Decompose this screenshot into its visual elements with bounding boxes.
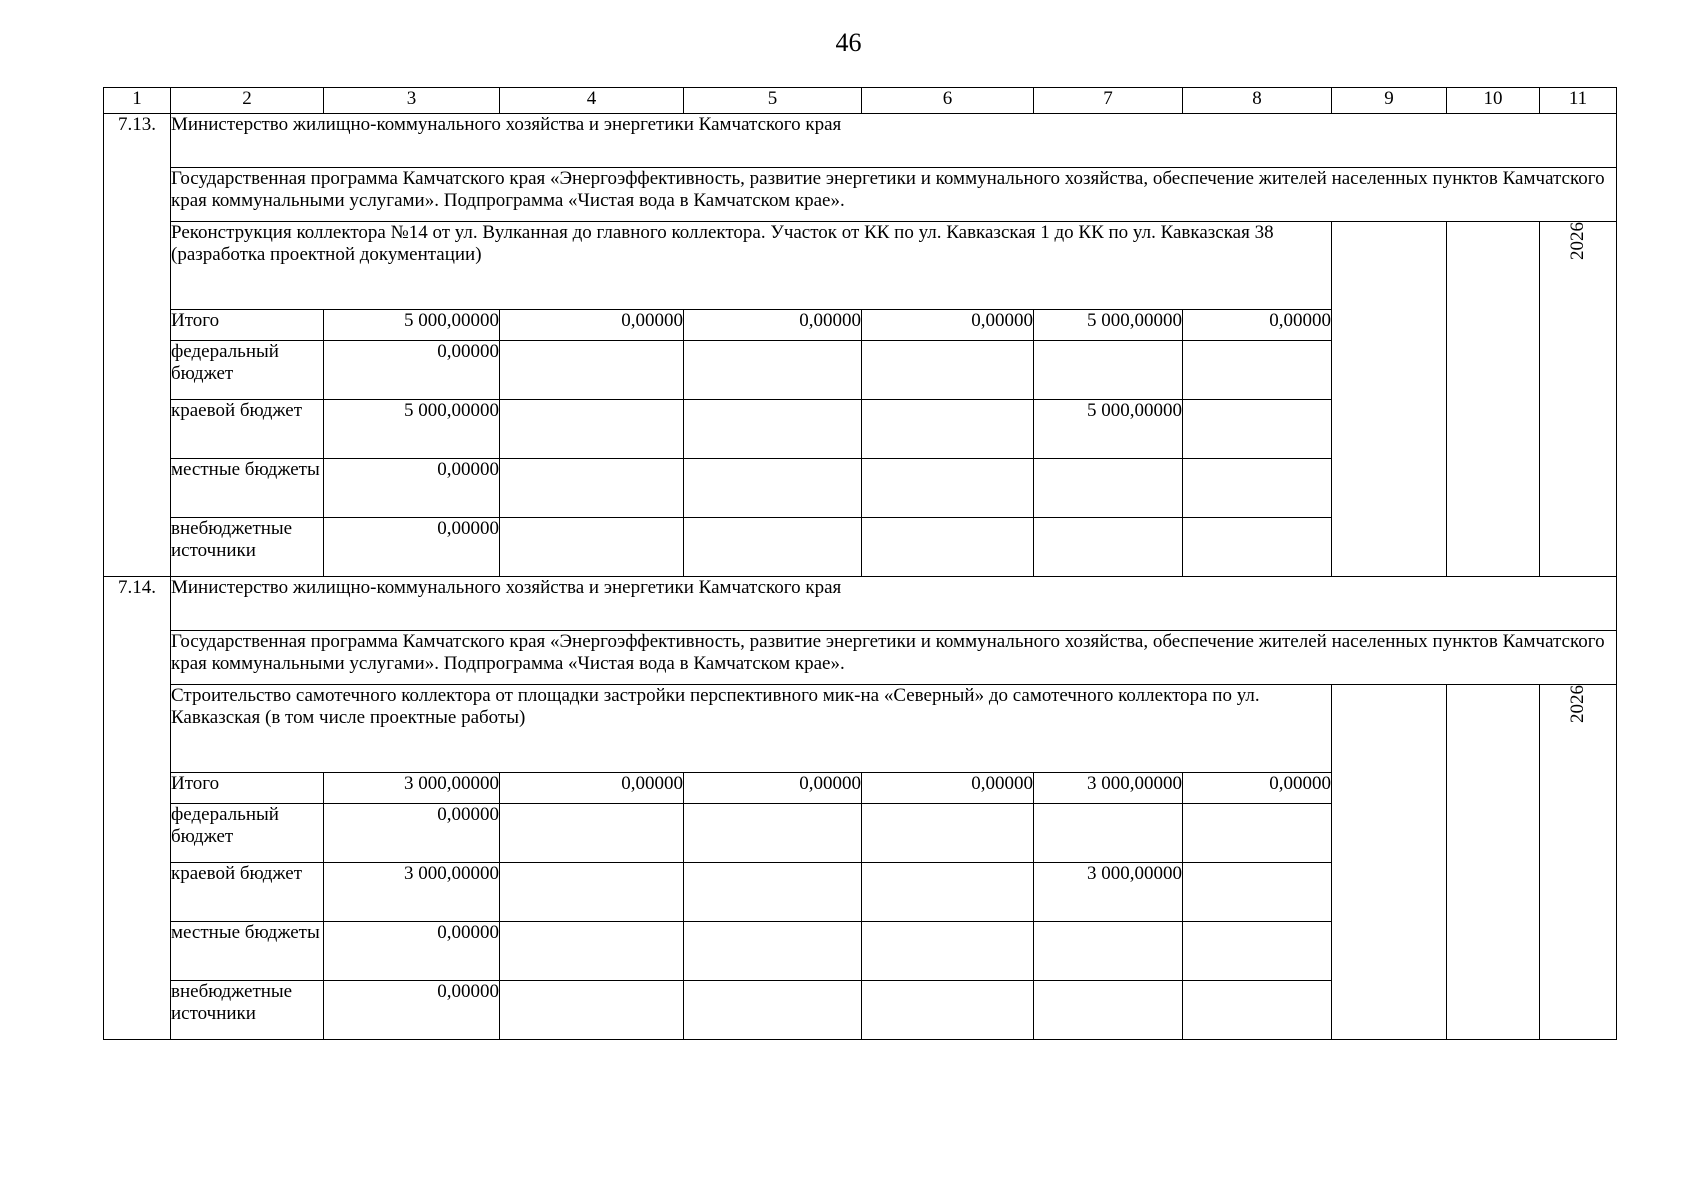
amount-cell — [1034, 518, 1183, 577]
amount-cell: 0,00000 — [324, 804, 500, 863]
row-label: краевой бюджет — [171, 400, 324, 459]
amount-cell — [500, 981, 684, 1040]
column-header: 10 — [1447, 88, 1540, 114]
project-row — [104, 685, 1617, 773]
amount-cell: 3 000,00000 — [1034, 773, 1183, 804]
amount-cell — [684, 400, 862, 459]
amount-cell — [500, 341, 684, 400]
entry-number: 7.13. — [104, 114, 171, 577]
program-name: Государственная программа Камчатского края «Энергоэффективность, развитие энергетики и коммунального хозяйства, обеспечение жителей населенных пунктов Камчатского края коммунальными услугами». Подпрограмма «Чистая вода в Камчатском крае». — [171, 168, 1617, 222]
amount-cell — [684, 804, 862, 863]
amount-cell — [862, 981, 1034, 1040]
row-label: федеральный бюджет — [171, 804, 324, 863]
column-header: 11 — [1540, 88, 1617, 114]
ministry-name: Министерство жилищно-коммунального хозяйства и энергетики Камчатского края — [171, 577, 1617, 631]
column-header: 7 — [1034, 88, 1183, 114]
amount-cell — [862, 922, 1034, 981]
amount-cell — [1034, 922, 1183, 981]
row-label: федеральный бюджет — [171, 341, 324, 400]
year-cell — [1540, 222, 1617, 577]
column-header-row — [104, 88, 1617, 114]
amount-cell — [1183, 459, 1332, 518]
amount-cell: 5 000,00000 — [1034, 310, 1183, 341]
amount-cell — [684, 922, 862, 981]
row-label: Итого — [171, 310, 324, 341]
column-header: 2 — [171, 88, 324, 114]
column-header: 8 — [1183, 88, 1332, 114]
page-number: 46 — [835, 28, 862, 57]
year-label: 2026 — [1567, 222, 1588, 260]
column-header: 1 — [104, 88, 171, 114]
amount-cell: 3 000,00000 — [1034, 863, 1183, 922]
amount-cell: 0,00000 — [862, 310, 1034, 341]
amount-cell — [1183, 400, 1332, 459]
row-label: местные бюджеты — [171, 922, 324, 981]
column-header: 9 — [1332, 88, 1447, 114]
ministry-name: Министерство жилищно-коммунального хозяйства и энергетики Камчатского края — [171, 114, 1617, 168]
row-label: внебюджетные источники — [171, 981, 324, 1040]
row-label: краевой бюджет — [171, 863, 324, 922]
amount-cell: 0,00000 — [500, 310, 684, 341]
row-label: внебюджетные источники — [171, 518, 324, 577]
budget-table — [103, 87, 1617, 1040]
amount-cell — [500, 400, 684, 459]
amount-cell — [684, 341, 862, 400]
program-row — [104, 168, 1617, 222]
entry-number: 7.14. — [104, 577, 171, 1040]
amount-cell: 3 000,00000 — [324, 773, 500, 804]
amount-cell — [1183, 518, 1332, 577]
row-label: местные бюджеты — [171, 459, 324, 518]
amount-cell — [1034, 981, 1183, 1040]
amount-cell: 3 000,00000 — [324, 863, 500, 922]
amount-cell: 0,00000 — [324, 981, 500, 1040]
amount-cell — [1183, 922, 1332, 981]
amount-cell: 0,00000 — [684, 310, 862, 341]
amount-cell — [500, 863, 684, 922]
column-header: 4 — [500, 88, 684, 114]
column-header: 3 — [324, 88, 500, 114]
amount-cell — [1183, 341, 1332, 400]
program-row — [104, 631, 1617, 685]
ministry-row — [104, 577, 1617, 631]
amount-cell — [1183, 804, 1332, 863]
row-label: Итого — [171, 773, 324, 804]
amount-cell — [1183, 981, 1332, 1040]
amount-cell — [500, 518, 684, 577]
amount-cell — [684, 863, 862, 922]
amount-cell: 5 000,00000 — [324, 400, 500, 459]
project-name: Строительство самотечного коллектора от площадки застройки перспективного мик-на «Северный» до самотечного коллектора по ул. Кавказская (в том числе проектные работы) — [171, 685, 1332, 773]
amount-cell — [500, 459, 684, 518]
column-header: 6 — [862, 88, 1034, 114]
ministry-row — [104, 114, 1617, 168]
amount-cell: 0,00000 — [324, 922, 500, 981]
amount-cell: 0,00000 — [1183, 773, 1332, 804]
amount-cell — [862, 804, 1034, 863]
amount-cell — [500, 804, 684, 863]
amount-cell — [862, 341, 1034, 400]
amount-cell — [862, 863, 1034, 922]
amount-cell: 5 000,00000 — [324, 310, 500, 341]
column-9-cell — [1332, 222, 1447, 577]
amount-cell — [1034, 804, 1183, 863]
amount-cell: 0,00000 — [324, 518, 500, 577]
column-9-cell — [1332, 685, 1447, 1040]
amount-cell — [1183, 863, 1332, 922]
year-cell — [1540, 685, 1617, 1040]
program-name: Государственная программа Камчатского края «Энергоэффективность, развитие энергетики и коммунального хозяйства, обеспечение жителей населенных пунктов Камчатского края коммунальными услугами». Подпрограмма «Чистая вода в Камчатском крае». — [171, 631, 1617, 685]
column-10-cell — [1447, 685, 1540, 1040]
amount-cell — [862, 518, 1034, 577]
amount-cell: 0,00000 — [684, 773, 862, 804]
amount-cell: 0,00000 — [324, 459, 500, 518]
column-header: 5 — [684, 88, 862, 114]
amount-cell — [1034, 459, 1183, 518]
project-name: Реконструкция коллектора №14 от ул. Вулканная до главного коллектора. Участок от КК по ул. Кавказская 1 до КК по ул. Кавказская 38 (разработка проектной документации) — [171, 222, 1332, 310]
year-label: 2026 — [1567, 685, 1588, 723]
amount-cell: 0,00000 — [324, 341, 500, 400]
amount-cell — [684, 518, 862, 577]
amount-cell — [862, 400, 1034, 459]
amount-cell: 5 000,00000 — [1034, 400, 1183, 459]
amount-cell — [862, 459, 1034, 518]
column-10-cell — [1447, 222, 1540, 577]
project-row — [104, 222, 1617, 310]
amount-cell — [684, 459, 862, 518]
amount-cell: 0,00000 — [862, 773, 1034, 804]
amount-cell: 0,00000 — [500, 773, 684, 804]
amount-cell — [684, 981, 862, 1040]
amount-cell — [500, 922, 684, 981]
amount-cell — [1034, 341, 1183, 400]
amount-cell: 0,00000 — [1183, 310, 1332, 341]
